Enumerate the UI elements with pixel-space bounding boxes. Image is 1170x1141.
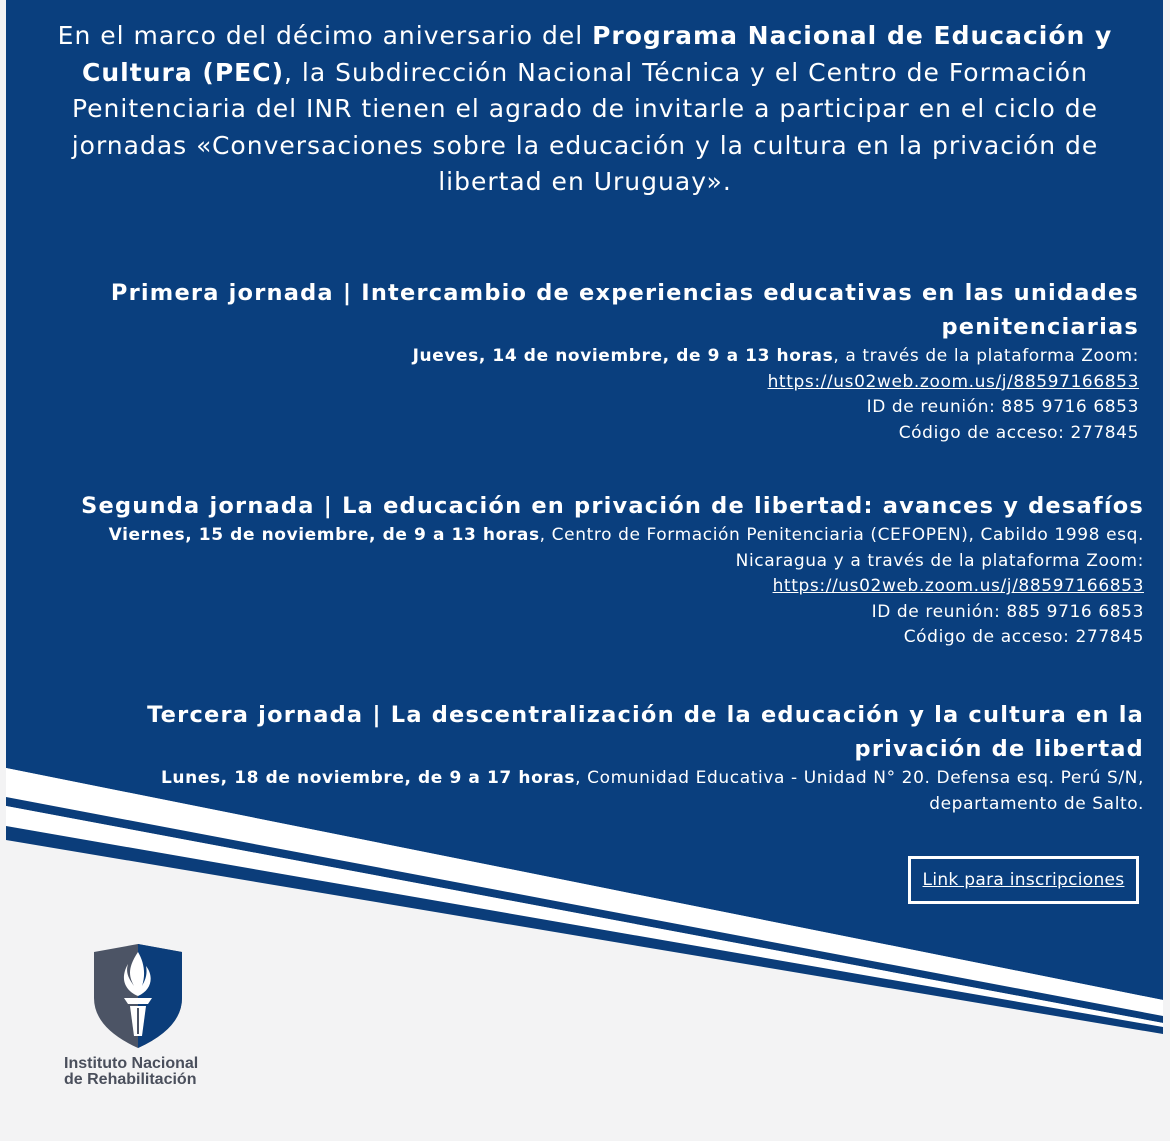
institution-name-line1: Instituto Nacional: [64, 1055, 199, 1072]
session-first: [109, 276, 1139, 446]
passcode: Código de acceso: 277845: [903, 627, 1144, 648]
passcode: Código de acceso: 277845: [898, 422, 1139, 443]
meeting-id: ID de reunión: 885 9716 6853: [871, 601, 1144, 622]
session-second: [24, 489, 1144, 651]
zoom-link[interactable]: https://us02web.zoom.us/j/88597166853: [772, 576, 1144, 597]
session-date: Lunes, 18 de noviembre, de 9 a 17 horas: [160, 768, 576, 788]
program-name: Programa Nacional de Educación y Cultura (PEC): [82, 21, 1113, 87]
session-title: Segunda jornada | La educación en privación de libertad: avances y desafíos: [81, 493, 1144, 519]
session-date-location: [109, 344, 1139, 370]
session-date-location: [84, 766, 1144, 817]
zoom-link[interactable]: https://us02web.zoom.us/j/88597166853: [767, 371, 1139, 392]
intro-post: , la Subdirección Nacional Técnica y el Centro de Formación Penitenciaria del INR tienen el agrado de invitarle a participar en el ciclo de jornadas «Conversaciones sobre la educación y la cultura en la privación de libertad en Uruguay».: [71, 57, 1099, 196]
institution-name-line2: de Rehabilitación: [64, 1071, 197, 1088]
torch-shield-icon: [90, 944, 186, 1048]
intro-pre: En el marco del décimo aniversario del: [57, 21, 593, 50]
session-date-location: [24, 523, 1144, 574]
invitation-card: [6, 0, 1163, 1141]
registration-link-button[interactable]: Link para inscripciones: [908, 856, 1139, 904]
session-date: Viernes, 15 de noviembre, de 9 a 13 horas: [108, 525, 540, 545]
session-date: Jueves, 14 de noviembre, de 9 a 13 horas: [412, 346, 834, 366]
session-location: , Centro de Formación Penitenciaria (CEFOPEN), Cabildo 1998 esq. Nicaragua y a través de la plataforma Zoom:: [539, 525, 1144, 571]
session-title: Tercera jornada | La descentralización de la educación y la cultura en la privación de libertad: [147, 702, 1144, 762]
meeting-id: ID de reunión: 885 9716 6853: [866, 397, 1139, 418]
intro-paragraph: [24, 18, 1146, 201]
session-location: , Comunidad Educativa - Unidad N° 20. Defensa esq. Perú S/N, departamento de Salto.: [575, 768, 1144, 814]
institution-name: [64, 1056, 244, 1088]
session-location: , a través de la plataforma Zoom:: [833, 346, 1139, 366]
session-third: [84, 698, 1144, 817]
session-title: Primera jornada | Intercambio de experiencias educativas en las unidades penitenciarias: [110, 280, 1139, 340]
